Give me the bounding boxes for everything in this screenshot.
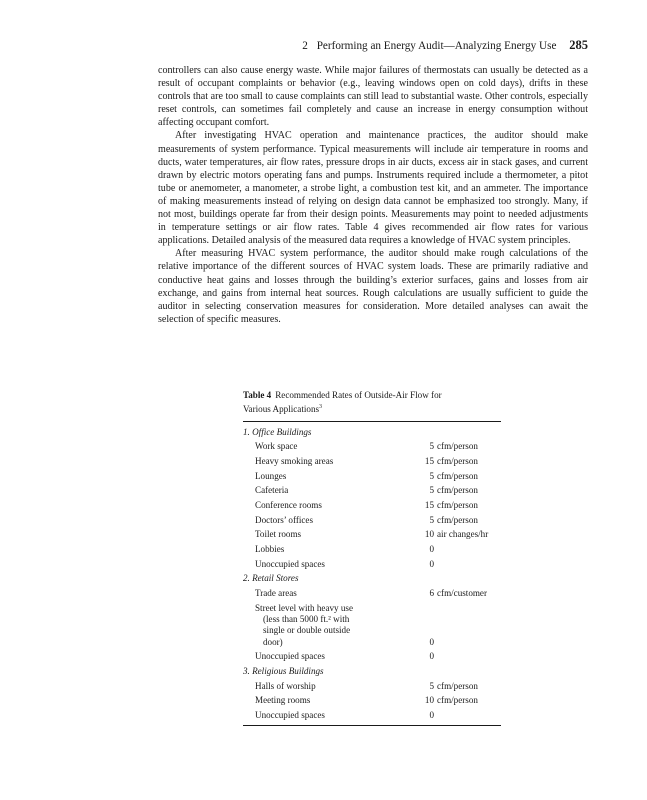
paragraph: After investigating HVAC operation and maintenance practices, the auditor should make measurements of system performance. Typical measurements will include air temperature in rooms and ducts, water temperatures, air flow rates, pressure drops in air ducts, excess air in stack gases, and current drawn by electric motors operating fans and pumps. Instruments required include a thermometer, a pitot tube or anemometer, a manometer, a strobe light, a combustion test kit, and an ammeter. The importance of making measurements instead of relying on design data cannot be emphasized too strongly. Many, if not most, buildings operate far from their design points. Measurements may point to needed adjustments in temperature settings or air flow rates. Table 4 gives recommended air flow rates for various applications. Detailed analysis of the measured data requires a knowledge of HVAC system principles.	[158, 130, 588, 247]
row-value	[418, 637, 501, 648]
row-value	[418, 544, 501, 555]
row-value	[418, 471, 501, 482]
row-value-number: 5	[429, 680, 434, 691]
row-value-number: 0	[429, 558, 434, 569]
table-row	[243, 694, 501, 709]
row-value	[418, 559, 501, 570]
row-value	[418, 588, 501, 599]
row-value-number: 0	[429, 544, 434, 555]
row-value-unit: cfm/customer	[437, 588, 487, 599]
section-heading-text: 1. Office Buildings	[243, 426, 312, 437]
row-label: Work space	[255, 441, 298, 452]
table-row	[243, 484, 501, 499]
table-row	[243, 586, 501, 601]
row-value-number: 10	[424, 529, 434, 540]
table-row	[243, 454, 501, 469]
table-row	[243, 601, 501, 650]
table-row	[243, 440, 501, 455]
row-value-unit: cfm/person	[437, 695, 478, 706]
row-value-number: 5	[429, 514, 434, 525]
row-value-number: 0	[429, 651, 434, 662]
row-label: Halls of worship	[255, 680, 316, 691]
table-row	[243, 513, 501, 528]
row-value	[418, 441, 501, 452]
row-value-number: 5	[429, 441, 434, 452]
table-title-line2: Various Applications	[243, 404, 320, 415]
row-label: Lounges	[255, 470, 287, 481]
table-caption	[243, 389, 501, 415]
table-row	[243, 650, 501, 665]
row-value	[418, 515, 501, 526]
table-body	[243, 422, 501, 725]
row-value-number: 5	[429, 470, 434, 481]
row-value-number: 0	[429, 710, 434, 721]
row-value-unit: cfm/person	[437, 470, 478, 481]
row-label: Unoccupied spaces	[255, 651, 325, 662]
body-text	[158, 64, 588, 326]
row-value	[418, 500, 501, 511]
row-label: Unoccupied spaces	[255, 558, 325, 569]
row-value	[418, 681, 501, 692]
row-value-number: 5	[429, 485, 434, 496]
table-title-line1: Recommended Rates of Outside-Air Flow for	[275, 390, 442, 400]
chapter-title: Performing an Energy Audit—Analyzing Energy Use	[316, 40, 557, 52]
footnote-mark: 3	[319, 404, 323, 410]
table-4	[243, 389, 501, 726]
running-head	[160, 38, 588, 53]
table-label: Table 4	[243, 390, 272, 400]
row-label-line: door)	[263, 636, 283, 647]
table-row	[243, 708, 501, 723]
row-label: Unoccupied spaces	[255, 710, 325, 721]
table-row	[243, 469, 501, 484]
row-value-number: 15	[424, 456, 434, 467]
row-value-number: 10	[424, 695, 434, 706]
table-row	[243, 557, 501, 572]
row-value	[418, 485, 501, 496]
table-row	[243, 679, 501, 694]
row-label: Doctors’ offices	[255, 514, 313, 525]
row-value	[418, 710, 501, 721]
row-value	[418, 456, 501, 467]
row-value-unit: cfm/person	[437, 514, 478, 525]
row-value-unit: cfm/person	[437, 680, 478, 691]
table-bottom-rule	[243, 725, 501, 726]
row-label: Lobbies	[255, 544, 285, 555]
table-section-heading	[243, 425, 501, 440]
row-value-unit: cfm/person	[437, 456, 478, 467]
row-value-number: 0	[429, 636, 434, 647]
chapter-number: 2	[302, 40, 308, 52]
row-value-unit: air changes/hr	[437, 529, 489, 540]
row-value-unit: cfm/person	[437, 441, 478, 452]
row-label: Heavy smoking areas	[255, 456, 334, 467]
row-label: Cafeteria	[255, 485, 289, 496]
row-label: Trade areas	[255, 588, 297, 599]
row-value-unit: cfm/person	[437, 500, 478, 511]
row-value-number: 6	[429, 588, 434, 599]
row-label: Toilet rooms	[255, 529, 302, 540]
table-section-heading	[243, 572, 501, 587]
table-row	[243, 498, 501, 513]
row-value	[418, 695, 501, 706]
row-label	[243, 603, 418, 648]
row-value-unit: cfm/person	[437, 485, 478, 496]
table-section-heading	[243, 664, 501, 679]
table-row	[243, 542, 501, 557]
row-value	[418, 651, 501, 662]
row-value	[418, 529, 501, 540]
table-row	[243, 528, 501, 543]
row-label-line: single or double outside	[263, 625, 351, 636]
section-heading-text: 2. Retail Stores	[243, 573, 299, 584]
section-heading-text: 3. Religious Buildings	[243, 666, 324, 677]
page-number: 285	[569, 38, 588, 52]
row-label: Meeting rooms	[255, 695, 311, 706]
paragraph: After measuring HVAC system performance, the auditor should make rough calculations of the relative importance of the different sources of HVAC system loads. These are primarily radiative and conductive heat gains and losses through the building’s exterior surfaces, gains and losses from air exchange, and gains from internal heat sources. Rough calculations are usually sufficient to guide the auditor in selecting conservation measures for consideration. More detailed analyses can await the selection of specific measures.	[158, 248, 588, 325]
row-value-number: 15	[424, 500, 434, 511]
paragraph: controllers can also cause energy waste. While major failures of thermostats can usually be detected as a result of occupant complaints or behavior (e.g., leaving windows open on cold days), drifts in these controls that are too small to cause complaints can still lead to substantial waste. Other controls, especially reset controls, can sometimes fail completely and cause an increase in energy consumption without affecting occupant comfort.	[158, 65, 588, 129]
row-label: Conference rooms	[255, 500, 322, 511]
row-label-line: (less than 5000 ft.² with	[263, 614, 350, 625]
row-label-line: Street level with heavy use	[255, 602, 353, 613]
